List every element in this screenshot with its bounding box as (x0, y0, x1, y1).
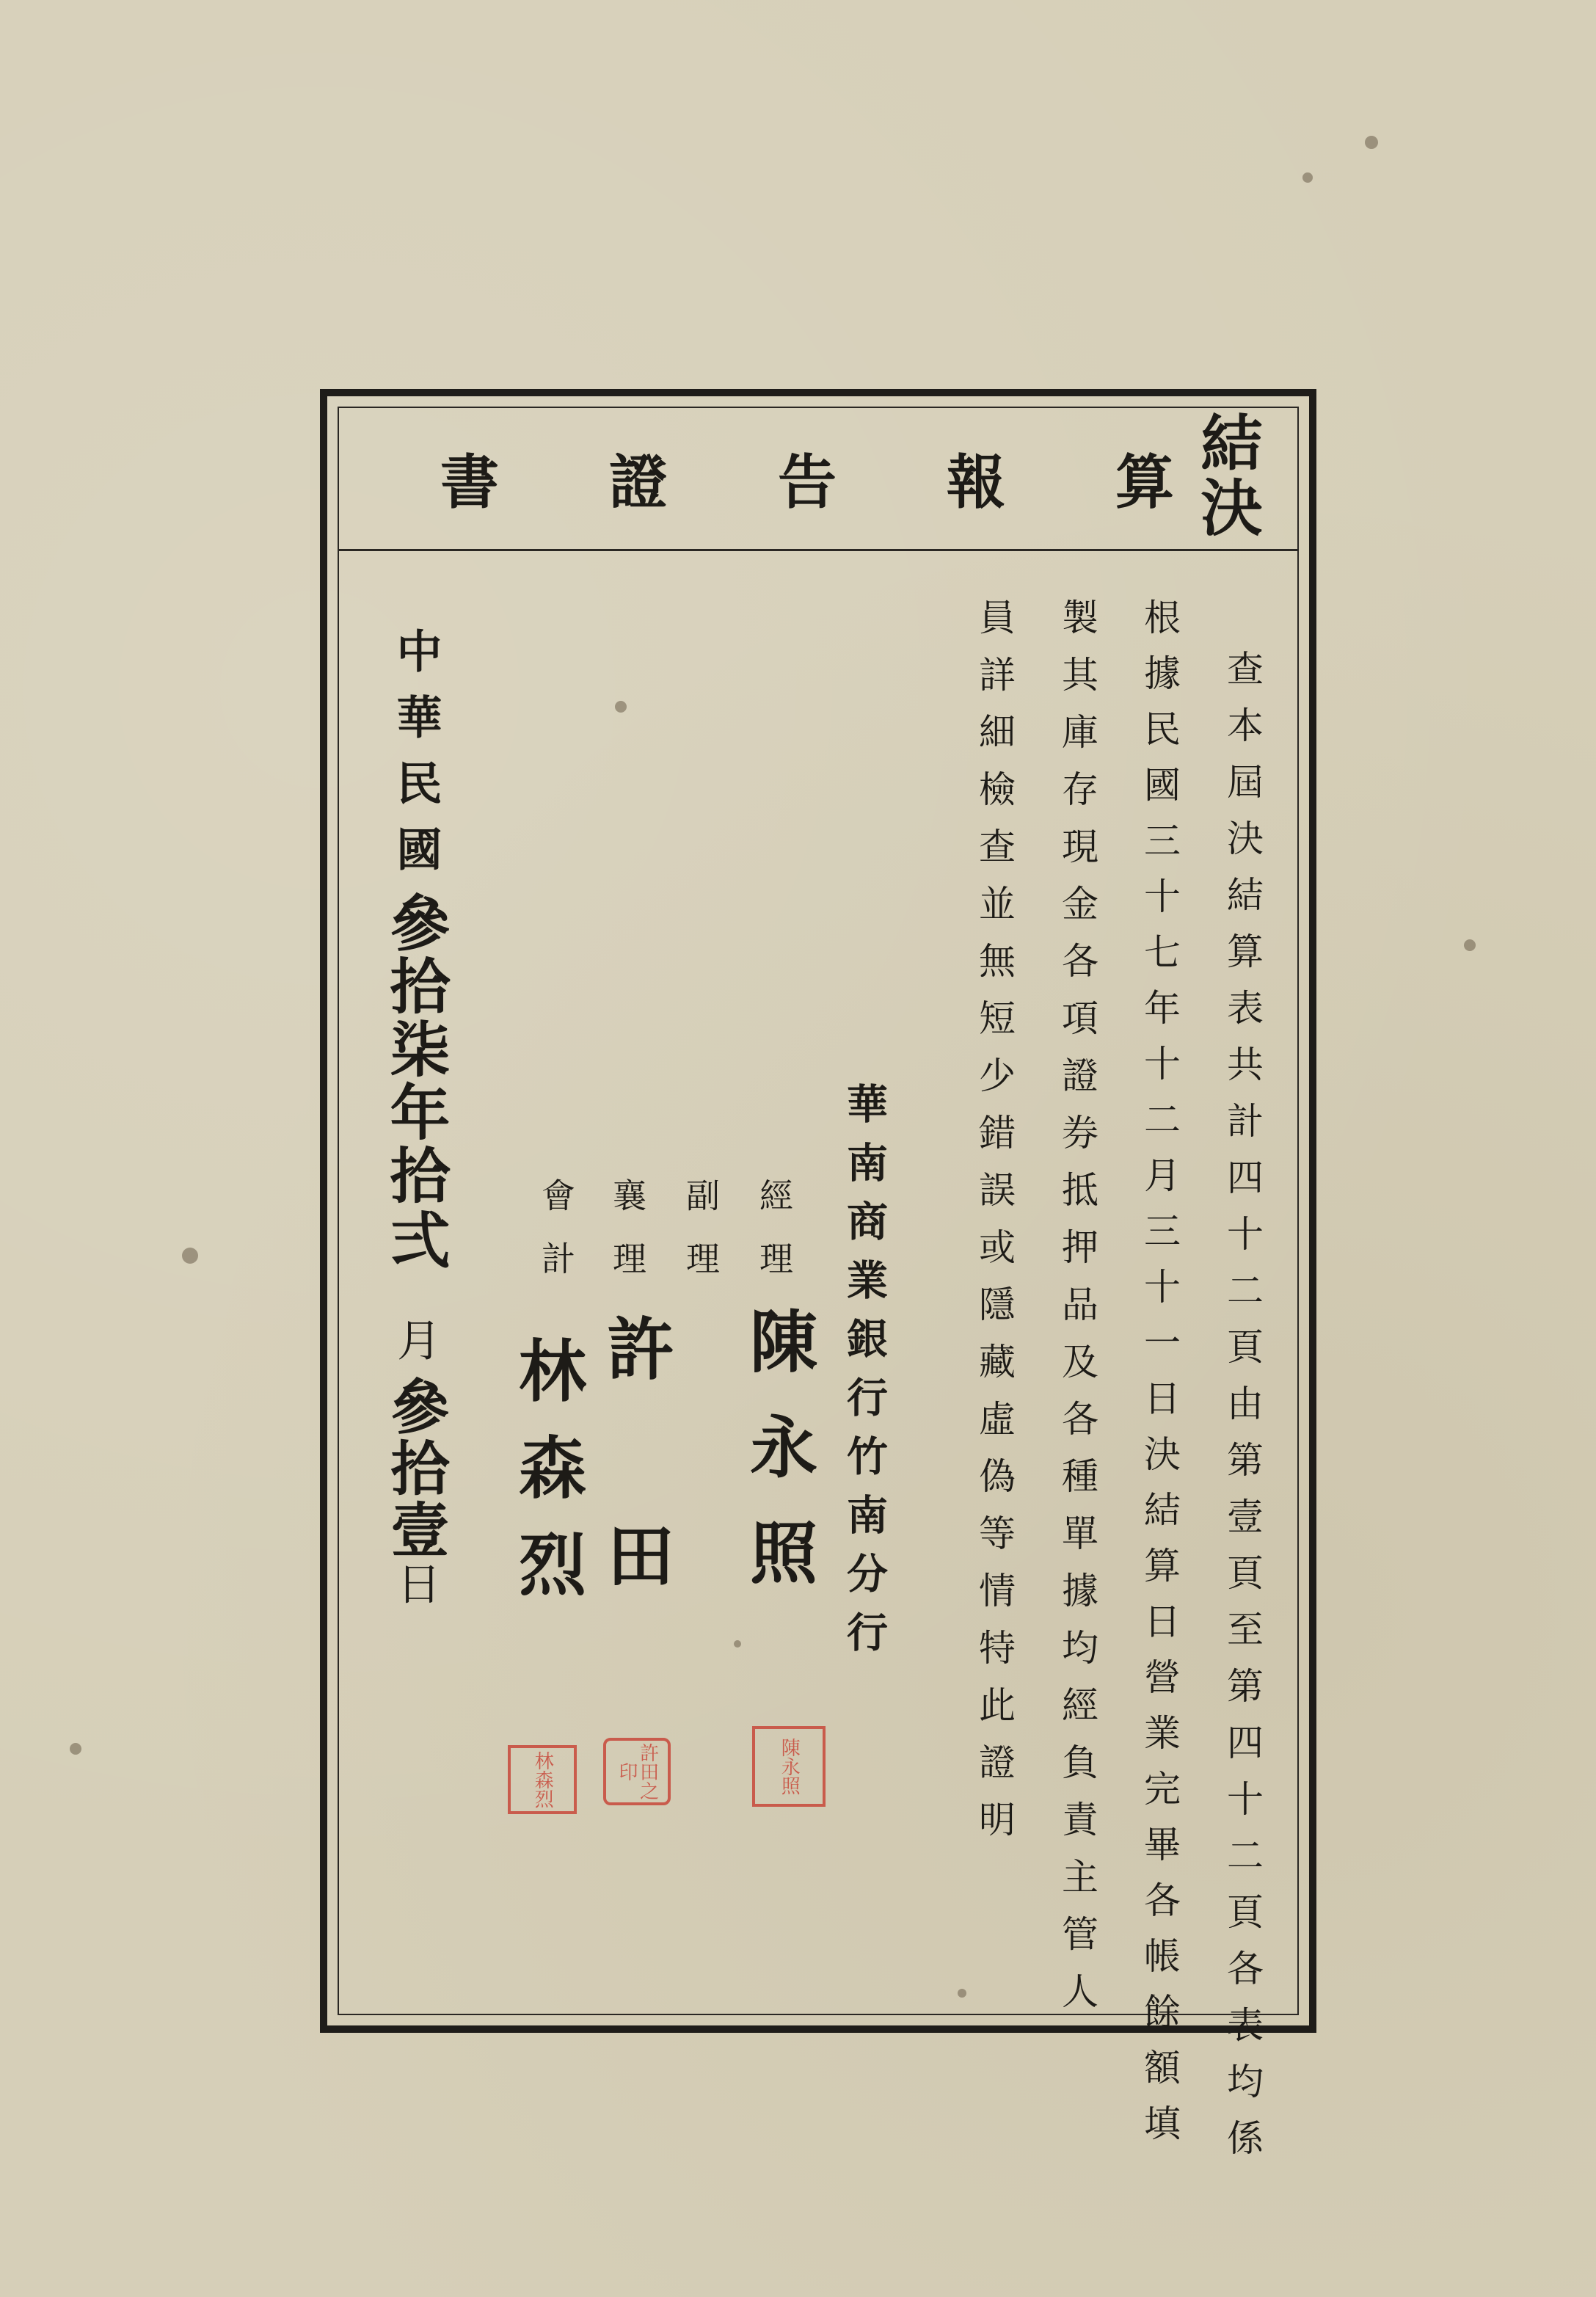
title-head: 結決 (1191, 411, 1264, 540)
paper-speck (1464, 939, 1476, 951)
signature-accountant: 林森烈 (508, 1336, 587, 1626)
paper-speck (182, 1248, 198, 1264)
title-char: 證 (609, 447, 668, 517)
title-char: 算 (1115, 447, 1174, 517)
role-manager: 經理 (754, 1178, 794, 1304)
title-char: 告 (778, 447, 837, 517)
date-prefix: 中華民國 (389, 627, 442, 892)
seal-manager-text: 陳永照 (778, 1738, 801, 1795)
role-assistant-manager: 襄理 (608, 1178, 647, 1304)
date-month-unit: 月 (390, 1317, 441, 1376)
seal-accountant-text: 林森烈 (531, 1751, 554, 1808)
signature-assistant-manager: 許田 (596, 1314, 675, 1728)
title-char: 報 (947, 447, 1005, 517)
body-line-4: 員詳細檢查並無短少錯誤或隱藏虛偽等情特此證明 (973, 598, 1016, 1857)
bank-name: 華南商業銀行竹南分行 (840, 1082, 889, 1670)
paper-speck (70, 1743, 81, 1755)
date-day-unit: 日 (390, 1561, 441, 1605)
seal-assistant-manager (603, 1738, 671, 1805)
paper-speck (1302, 172, 1313, 183)
role-deputy-manager: 副理 (681, 1178, 721, 1304)
date-year: 參拾柒年 (380, 892, 451, 1144)
title-divider (339, 549, 1297, 551)
signature-manager: 陳永照 (739, 1306, 818, 1623)
date-day: 參拾壹 (381, 1376, 450, 1561)
body-line-1: 查本屆決結算表共計四十二頁由第壹頁至第四十二頁各表均係 (1221, 649, 1264, 2175)
role-accountant: 會計 (536, 1178, 576, 1304)
certificate-title (440, 440, 1174, 517)
body-line-2: 根據民國三十七年十二月三十一日決結算日營業完畢各帳餘額填 (1138, 598, 1181, 2160)
paper-speck (1365, 136, 1378, 149)
seal-manager (752, 1726, 826, 1807)
body-line-3: 製其庫存現金各項證券抵押品及各種單據均經負責主管人 (1056, 598, 1098, 2029)
seal-accountant (508, 1745, 577, 1814)
title-char: 書 (440, 447, 499, 517)
date-month: 拾弍 (380, 1144, 451, 1273)
seal-assistant-manager-text: 許田之印 (616, 1743, 659, 1800)
date-line (380, 627, 451, 1605)
